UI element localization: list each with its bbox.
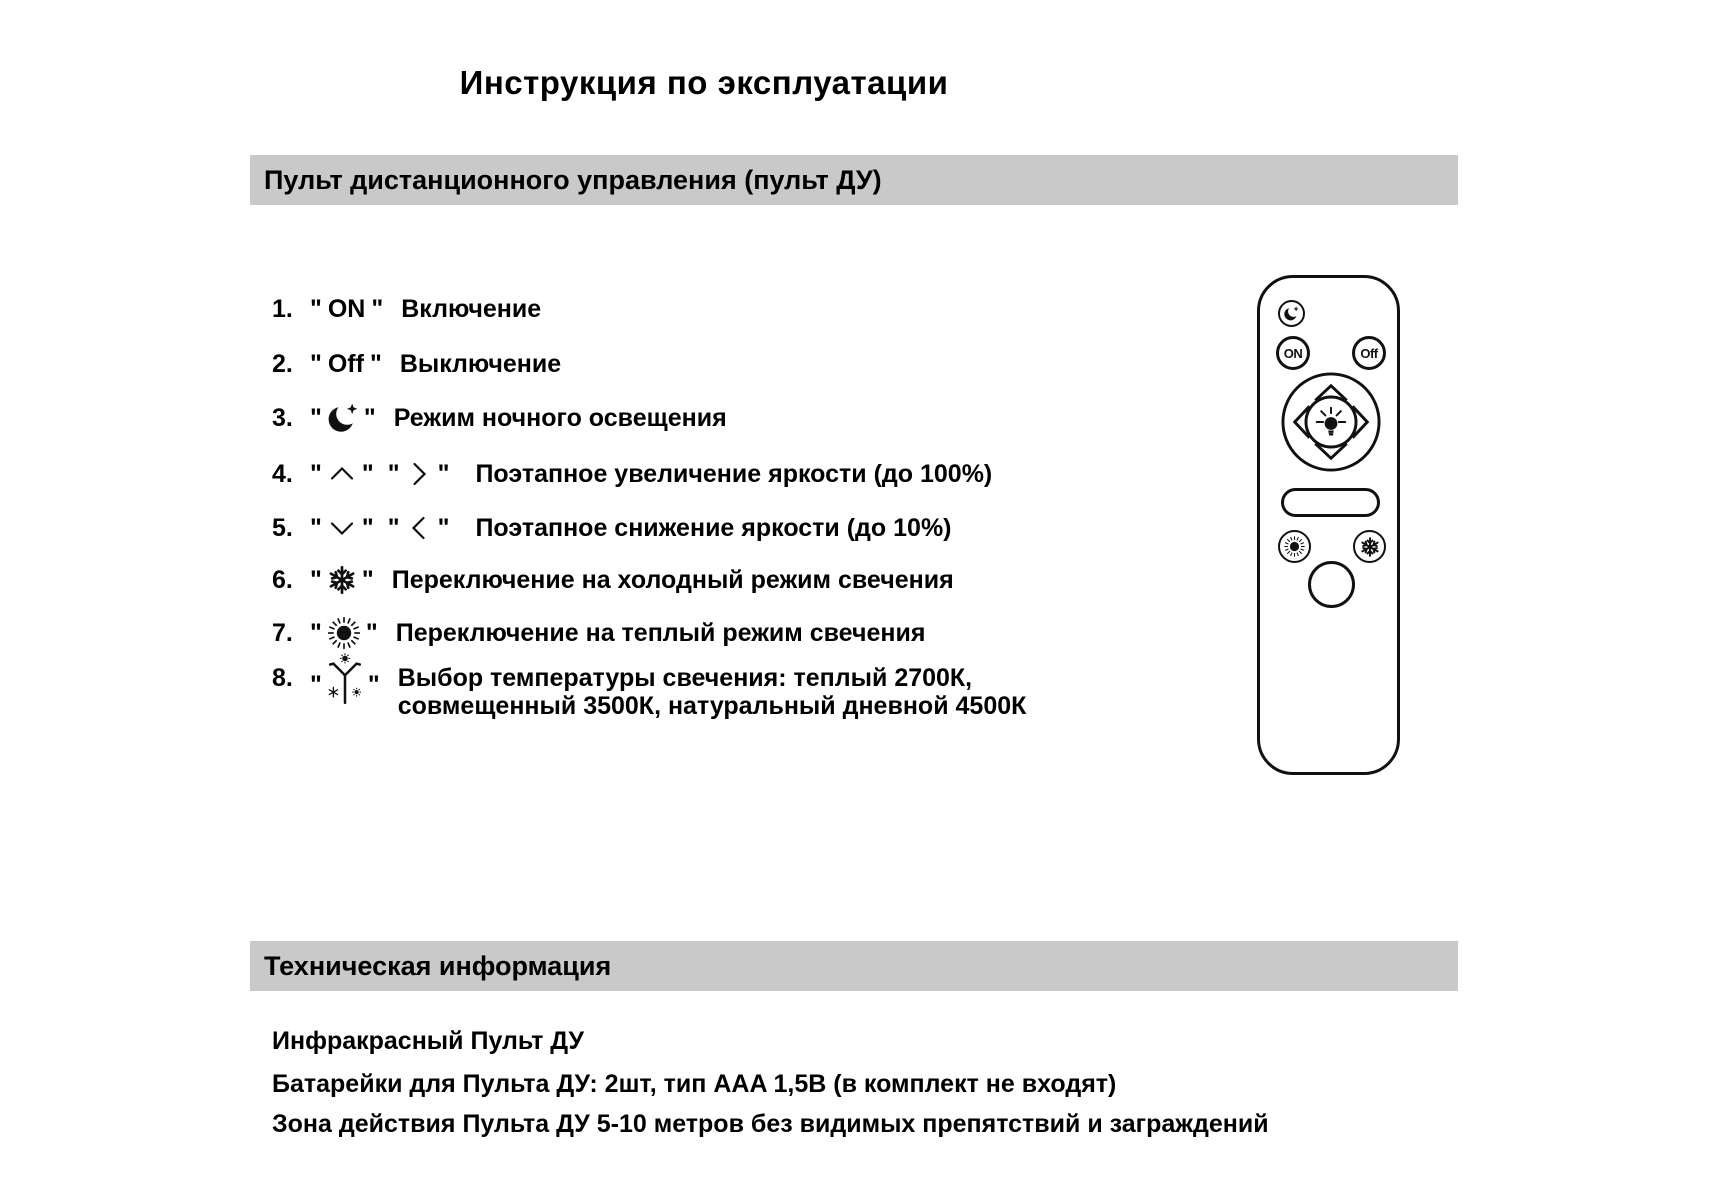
quote-mark: " [365, 618, 378, 647]
item-description: Поэтапное снижение яркости (до 10%) [475, 513, 952, 542]
chevron-left-icon [404, 511, 434, 545]
item-description: Выключение [399, 350, 562, 378]
chevron-up-icon [326, 459, 358, 489]
section-header-remote [250, 155, 1458, 205]
item-number: 8. [272, 664, 293, 692]
item-description: Переключение на теплый режим свечения [395, 618, 926, 647]
off-button-label: Off [1360, 345, 1378, 361]
dpad-control [1280, 371, 1382, 473]
cold-mode-button [1353, 530, 1386, 563]
quote-mark: " [361, 459, 374, 488]
instruction-item-3 [272, 401, 727, 435]
remote-control-illustration [1257, 275, 1400, 775]
section-header-tech-label: Техническая информация [264, 950, 612, 981]
quote-mark: " [387, 513, 400, 542]
quote-mark: " [367, 671, 380, 699]
item-number: 3. [272, 403, 293, 432]
item-number: 4. [272, 459, 293, 488]
quote-mark: " [369, 350, 382, 378]
page-title: Инструкция по эксплуатации [459, 64, 949, 101]
item-description: Переключение на холодный режим свечения [391, 565, 954, 594]
crescent-moon-icon [326, 401, 360, 435]
button-reference [306, 350, 386, 379]
item-number: 5. [272, 513, 293, 542]
quote-mark: " [310, 350, 322, 378]
quote-mark: " [310, 671, 322, 699]
quote-mark: " [363, 403, 376, 432]
quote-mark: " [387, 459, 400, 488]
item-description: Включение [401, 295, 542, 323]
item-number: 7. [272, 618, 293, 647]
quote-mark: " [371, 295, 384, 323]
quote-mark: " [361, 565, 374, 594]
instruction-item-8 [272, 652, 1026, 720]
item-number: 1. [272, 295, 293, 323]
color-temperature-branch-icon [326, 652, 364, 707]
button-reference [306, 459, 378, 489]
button-reference [306, 652, 384, 707]
quote-mark: " [437, 513, 450, 542]
item-description [398, 664, 1027, 720]
item-description: Режим ночного освещения [393, 403, 727, 432]
quote-mark: " [361, 513, 374, 542]
off-button [1352, 336, 1386, 370]
off-label: Off [327, 350, 364, 378]
quote-mark: " [437, 459, 450, 488]
button-reference [384, 511, 454, 545]
item-number: 6. [272, 565, 293, 594]
item-number: 2. [272, 350, 293, 378]
tech-info-line: Инфракрасный Пульт ДУ [272, 1027, 584, 1055]
item-description-line1: Выбор температуры свечения: теплый 2700К, [397, 664, 973, 692]
pill-button [1281, 488, 1380, 517]
instruction-item-2 [272, 350, 561, 379]
instruction-item-5 [272, 511, 952, 545]
sun-icon [326, 615, 362, 651]
sun-icon [1283, 535, 1306, 558]
button-reference [306, 564, 378, 596]
button-reference [306, 513, 378, 543]
section-header-remote-label: Пульт дистанционного управления (пульт ДУ) [264, 164, 882, 195]
instruction-item-4 [272, 457, 992, 491]
quote-mark: " [310, 403, 322, 432]
item-description-line2: совмещенный 3500К, натуральный дневной 4500К [397, 692, 1027, 720]
on-button [1276, 336, 1310, 370]
quote-mark: " [310, 295, 322, 323]
snowflake-icon [1359, 536, 1381, 558]
warm-mode-button [1278, 530, 1311, 563]
quote-mark: " [310, 513, 322, 542]
button-reference [306, 615, 382, 651]
quote-mark: " [310, 565, 322, 594]
tech-info-line: Батарейки для Пульта ДУ: 2шт, тип AAA 1,5В (в комплект не входят) [272, 1070, 1117, 1098]
round-button [1308, 561, 1355, 608]
crescent-moon-icon [1283, 305, 1300, 322]
instruction-item-7 [272, 615, 925, 651]
chevron-right-icon [404, 457, 434, 491]
instruction-item-1 [272, 295, 541, 324]
night-mode-button [1278, 300, 1305, 327]
button-reference [306, 401, 380, 435]
button-reference [384, 457, 454, 491]
item-description: Поэтапное увеличение яркости (до 100%) [475, 459, 993, 488]
on-label: ON [327, 295, 366, 323]
snowflake-icon [326, 564, 358, 596]
quote-mark: " [310, 459, 322, 488]
quote-mark: " [310, 618, 322, 647]
instruction-item-6 [272, 564, 954, 596]
tech-info-line: Зона действия Пульта ДУ 5-10 метров без видимых препятствий и заграждений [272, 1110, 1269, 1138]
on-button-label: ON [1283, 345, 1303, 361]
section-header-tech [250, 941, 1458, 991]
chevron-down-icon [326, 513, 358, 543]
button-reference [306, 295, 387, 324]
